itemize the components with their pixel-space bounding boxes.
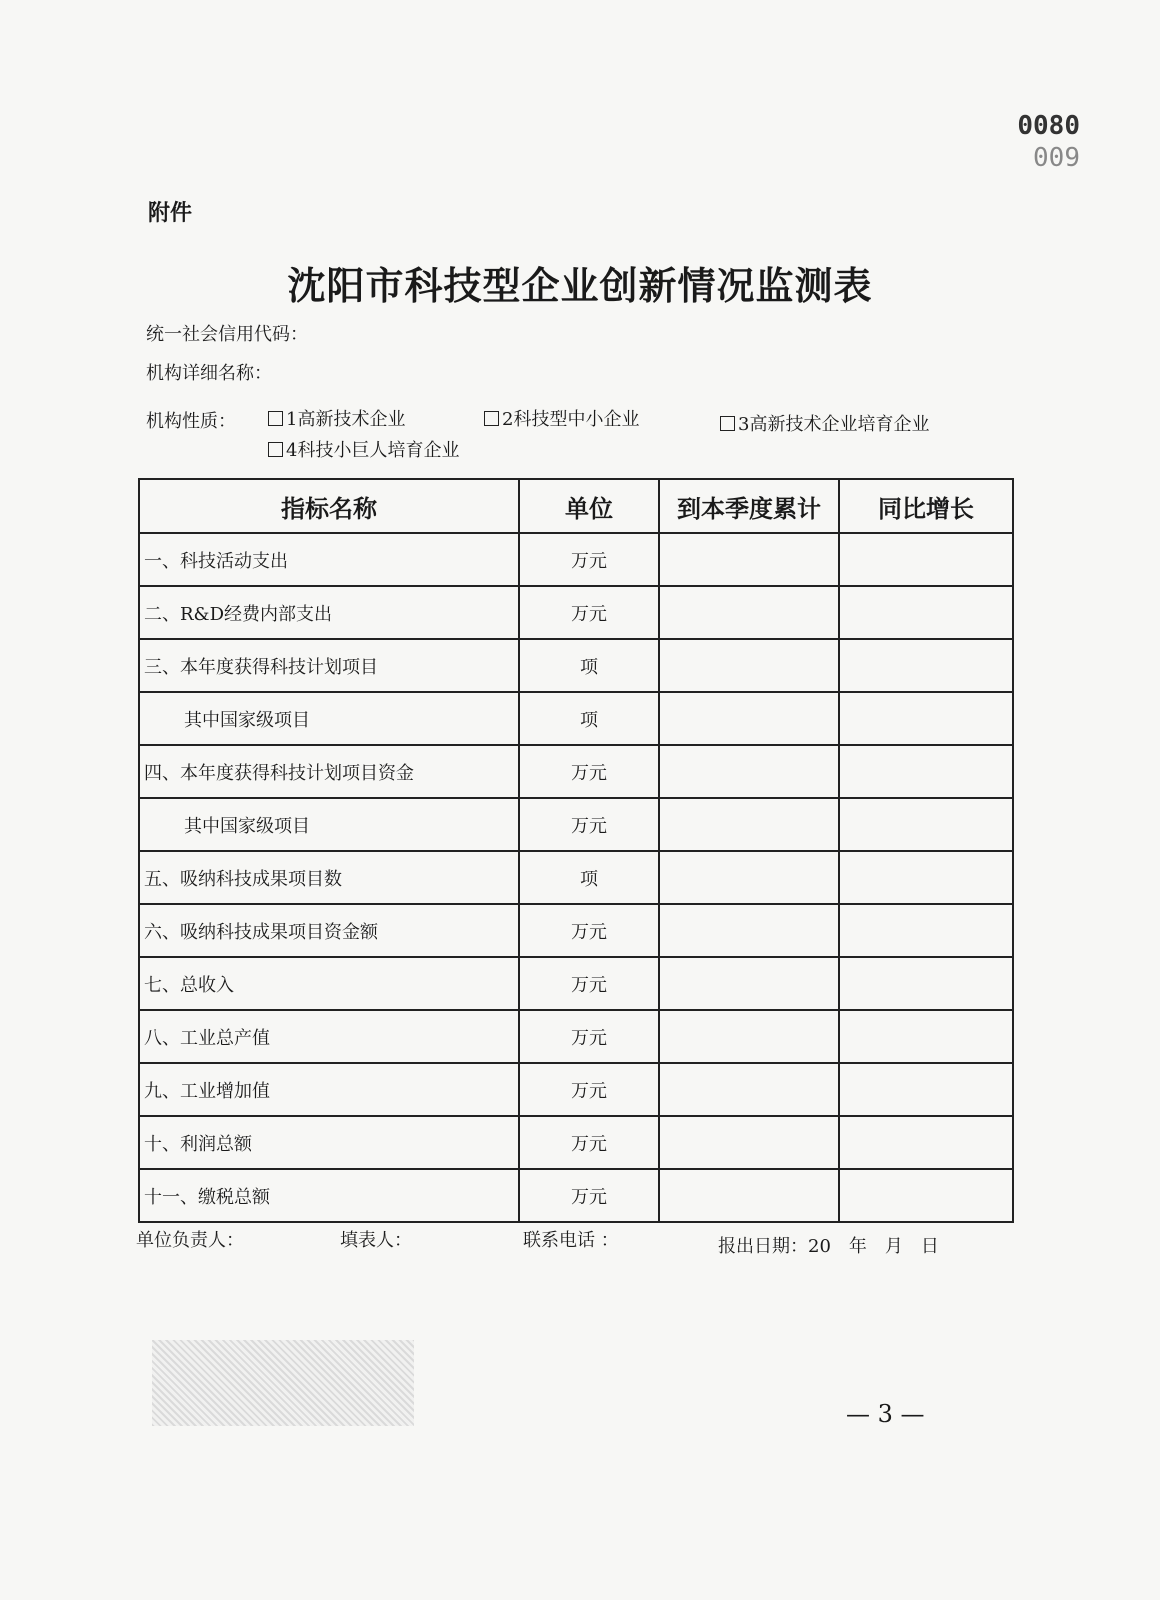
- yoy-growth-input-cell[interactable]: [839, 1169, 1013, 1222]
- checkbox-icon[interactable]: [720, 416, 735, 431]
- table-row: [139, 1010, 1013, 1063]
- yoy-growth-input-cell[interactable]: [839, 586, 1013, 639]
- option-high-tech-incubating[interactable]: 3高新技术企业培育企业: [720, 410, 929, 436]
- yoy-growth-input-cell[interactable]: [839, 904, 1013, 957]
- indicator-name-cell: 八、工业总产值: [139, 1010, 519, 1063]
- unit-cell: 万元: [519, 904, 659, 957]
- table-row: [139, 745, 1013, 798]
- unit-cell: 项: [519, 851, 659, 904]
- unit-cell: 万元: [519, 1063, 659, 1116]
- serial-number-bottom: 009: [1033, 143, 1080, 173]
- phone-label: 联系电话 ：: [523, 1230, 619, 1251]
- cumulative-input-cell[interactable]: [659, 533, 839, 586]
- unit-cell: 万元: [519, 1010, 659, 1063]
- yoy-growth-input-cell[interactable]: [839, 533, 1013, 586]
- indicator-name-cell: 四、本年度获得科技计划项目资金: [139, 745, 519, 798]
- checkbox-icon[interactable]: [268, 442, 283, 457]
- unit-cell: 万元: [519, 798, 659, 851]
- unit-cell: 万元: [519, 586, 659, 639]
- unit-cell: 万元: [519, 533, 659, 586]
- yoy-growth-input-cell[interactable]: [839, 957, 1013, 1010]
- cumulative-input-cell[interactable]: [659, 1116, 839, 1169]
- yoy-growth-input-cell[interactable]: [839, 1116, 1013, 1169]
- indicator-name-cell: 九、工业增加值: [139, 1063, 519, 1116]
- header-indicator-name: 指标名称: [139, 479, 519, 533]
- yoy-growth-input-cell[interactable]: [839, 1063, 1013, 1116]
- header-unit: 单位: [519, 479, 659, 533]
- table-row: [139, 586, 1013, 639]
- header-yoy-growth: 同比增长: [839, 479, 1013, 533]
- option-high-tech[interactable]: 1高新技术企业: [268, 405, 405, 431]
- yoy-growth-input-cell[interactable]: [839, 798, 1013, 851]
- filler-label: 填表人：: [340, 1230, 412, 1251]
- yoy-growth-input-cell[interactable]: [839, 1010, 1013, 1063]
- scan-artifact: [152, 1340, 414, 1426]
- cumulative-input-cell[interactable]: [659, 957, 839, 1010]
- yoy-growth-input-cell[interactable]: [839, 745, 1013, 798]
- page-title: 沈阳市科技型企业创新情况监测表: [287, 264, 873, 308]
- org-nature-label: 机构性质：: [146, 411, 236, 432]
- table-row: [139, 1063, 1013, 1116]
- responsible-label: 单位负责人：: [136, 1230, 244, 1251]
- table-row: [139, 639, 1013, 692]
- unit-cell: 项: [519, 639, 659, 692]
- unit-cell: 项: [519, 692, 659, 745]
- indicator-name-cell: 二、R&D经费内部支出: [139, 586, 519, 639]
- option-tech-giant-incubating[interactable]: 4科技小巨人培育企业: [268, 436, 459, 462]
- table-row: [139, 957, 1013, 1010]
- option-tech-sme[interactable]: 2科技型中小企业: [484, 405, 639, 431]
- indicator-name-cell: 七、总收入: [139, 957, 519, 1010]
- yoy-growth-input-cell[interactable]: [839, 851, 1013, 904]
- table-row: [139, 798, 1013, 851]
- cumulative-input-cell[interactable]: [659, 1169, 839, 1222]
- checkbox-icon[interactable]: [268, 411, 283, 426]
- cumulative-input-cell[interactable]: [659, 1063, 839, 1116]
- cumulative-input-cell[interactable]: [659, 904, 839, 957]
- serial-stamp: [1017, 110, 1080, 174]
- unit-cell: 万元: [519, 1169, 659, 1222]
- monitoring-table: [138, 478, 1014, 1223]
- indicator-name-cell: 其中国家级项目: [139, 798, 519, 851]
- indicator-name-cell: 其中国家级项目: [139, 692, 519, 745]
- page-number: — 3 —: [846, 1400, 925, 1428]
- indicator-name-cell: 五、吸纳科技成果项目数: [139, 851, 519, 904]
- cumulative-input-cell[interactable]: [659, 1010, 839, 1063]
- indicator-name-cell: 十一、缴税总额: [139, 1169, 519, 1222]
- table-row: [139, 1116, 1013, 1169]
- table-row: [139, 1169, 1013, 1222]
- credit-code-label: 统一社会信用代码：: [146, 324, 308, 345]
- unit-cell: 万元: [519, 1116, 659, 1169]
- table-row: [139, 533, 1013, 586]
- cumulative-input-cell[interactable]: [659, 692, 839, 745]
- header-cumulative: 到本季度累计: [659, 479, 839, 533]
- cumulative-input-cell[interactable]: [659, 586, 839, 639]
- indicator-name-cell: 十、利润总额: [139, 1116, 519, 1169]
- unit-cell: 万元: [519, 745, 659, 798]
- table-row: [139, 904, 1013, 957]
- yoy-growth-input-cell[interactable]: [839, 692, 1013, 745]
- yoy-growth-input-cell[interactable]: [839, 639, 1013, 692]
- cumulative-input-cell[interactable]: [659, 639, 839, 692]
- cumulative-input-cell[interactable]: [659, 745, 839, 798]
- unit-cell: 万元: [519, 957, 659, 1010]
- cumulative-input-cell[interactable]: [659, 851, 839, 904]
- serial-number-top: 0080: [1017, 111, 1080, 141]
- table-row: [139, 851, 1013, 904]
- table-header-row: [139, 479, 1013, 533]
- checkbox-icon[interactable]: [484, 411, 499, 426]
- org-name-label: 机构详细名称：: [146, 363, 272, 384]
- indicator-name-cell: 一、科技活动支出: [139, 533, 519, 586]
- indicator-name-cell: 六、吸纳科技成果项目资金额: [139, 904, 519, 957]
- cumulative-input-cell[interactable]: [659, 798, 839, 851]
- report-date-label: 报出日期：20 年 月 日: [718, 1236, 939, 1257]
- table-row: [139, 692, 1013, 745]
- indicator-name-cell: 三、本年度获得科技计划项目: [139, 639, 519, 692]
- attachment-label: 附件: [148, 201, 193, 226]
